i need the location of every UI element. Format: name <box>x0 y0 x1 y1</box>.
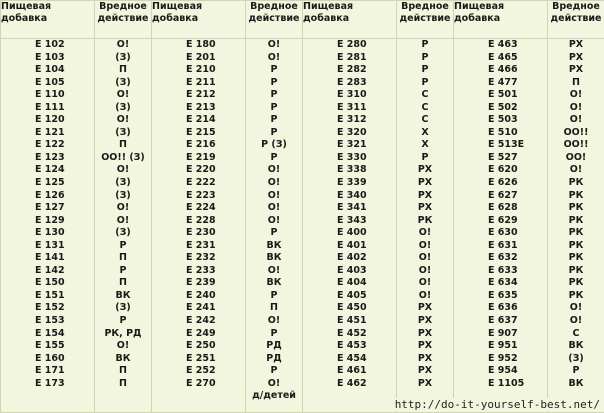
additive-code: E 401 <box>337 239 367 251</box>
additive-code: E 466 <box>488 64 518 76</box>
harm-effect: О! <box>267 377 281 389</box>
harm-effect: ВК <box>568 377 584 389</box>
additive-code: E 1105 <box>488 377 525 389</box>
additive-code: E 465 <box>488 51 518 63</box>
additive-code: E 338 <box>337 164 367 176</box>
additive-code: E 477 <box>488 76 518 88</box>
additive-code: E 954 <box>488 365 518 377</box>
additive-code: E 123 <box>35 151 65 163</box>
harm-effect: РК <box>568 214 584 226</box>
harm-effect: Р <box>119 315 127 327</box>
additive-code: E 213 <box>186 101 216 113</box>
additive-code: E 632 <box>488 252 518 264</box>
additive-code: E 527 <box>488 151 518 163</box>
harm-effect: (З) <box>115 177 131 189</box>
harm-effect: РД <box>266 352 282 364</box>
harm-effect: О! <box>418 289 432 301</box>
header-effect-4: Вредное действие <box>548 1 604 39</box>
additive-code: E 952 <box>488 352 518 364</box>
additive-code: E 155 <box>35 340 65 352</box>
harm-effect: РХ <box>417 202 433 214</box>
additive-code: E 129 <box>35 214 65 226</box>
header-effect-3: Вредное действие <box>397 1 454 39</box>
additive-code: E 453 <box>337 340 367 352</box>
additive-code: E 141 <box>35 252 65 264</box>
additive-code: E 102 <box>35 39 65 50</box>
harm-effect: (З) <box>115 76 131 88</box>
additive-code: E 452 <box>337 327 367 339</box>
additive-code: E 242 <box>186 315 216 327</box>
harm-effect: РХ <box>568 51 584 63</box>
additive-code: E 125 <box>35 177 65 189</box>
harm-effect: РК <box>568 264 584 276</box>
harm-effect: Р <box>270 227 278 239</box>
harm-effect: (З) <box>568 352 584 364</box>
effects-column-4 <box>548 39 604 413</box>
additive-code: E 462 <box>337 377 367 389</box>
harm-effect: О! <box>267 315 281 327</box>
harm-effect: О! <box>569 101 583 113</box>
harm-effect: Р <box>119 264 127 276</box>
additive-code: E 251 <box>186 352 216 364</box>
additive-code: E 130 <box>35 227 65 239</box>
additive-code: E 628 <box>488 202 518 214</box>
harm-effect: О! <box>569 315 583 327</box>
additive-code: E 951 <box>488 340 518 352</box>
harm-effect: С <box>421 114 429 126</box>
harm-effect: О! <box>116 39 130 50</box>
harm-effect: О! <box>267 39 281 50</box>
harm-effect: Р <box>421 64 429 76</box>
effects-column-3 <box>397 39 454 413</box>
harm-effect: О! <box>418 252 432 264</box>
additive-code: E 104 <box>35 64 65 76</box>
additive-code: E 330 <box>337 151 367 163</box>
harm-effect: Р <box>270 101 278 113</box>
harm-effect: Р <box>421 39 429 50</box>
additive-code: E 339 <box>337 177 367 189</box>
harm-effect: РХ <box>417 164 433 176</box>
effects-column-2 <box>246 39 303 413</box>
additive-code: E 321 <box>337 139 367 151</box>
additive-code: E 340 <box>337 189 367 201</box>
harm-effect: (З) <box>115 51 131 63</box>
effects-column-1 <box>95 39 152 413</box>
additive-code: E 103 <box>35 51 65 63</box>
additive-code: E 126 <box>35 189 65 201</box>
additive-code: E 124 <box>35 164 65 176</box>
harm-effect: Р <box>421 151 429 163</box>
codes-column-3 <box>303 39 397 413</box>
additive-code: E 312 <box>337 114 367 126</box>
harm-effect: П <box>119 64 127 76</box>
additive-code: E 219 <box>186 151 216 163</box>
harm-effect: Р <box>270 64 278 76</box>
additive-code: E 400 <box>337 227 367 239</box>
additive-code: E 510 <box>488 126 518 138</box>
additive-code: E 216 <box>186 139 216 151</box>
harm-effect: ВК <box>115 352 131 364</box>
harm-effect: П <box>119 277 127 289</box>
harm-effect: Р <box>270 151 278 163</box>
harm-effect: О! <box>418 264 432 276</box>
harm-effect: (З) <box>115 189 131 201</box>
additive-code: E 310 <box>337 89 367 101</box>
additive-code: E 405 <box>337 289 367 301</box>
harm-effect: РК <box>568 177 584 189</box>
harm-effect: РК <box>568 277 584 289</box>
harm-effect: ВК <box>266 252 282 264</box>
additive-code: E 151 <box>35 289 65 301</box>
header-code-1: Пищевая добавка <box>1 1 95 39</box>
harm-effect: РХ <box>568 64 584 76</box>
additive-code: E 222 <box>186 177 216 189</box>
harm-effect: О! <box>267 202 281 214</box>
additive-code: E 463 <box>488 39 518 50</box>
harm-effect: П <box>572 76 580 88</box>
harm-effect: О! <box>418 239 432 251</box>
additive-code: E 120 <box>35 114 65 126</box>
harm-effect: П <box>270 302 278 314</box>
harm-effect: О! <box>267 264 281 276</box>
harm-effect: О! <box>569 114 583 126</box>
additive-code: E 513E <box>488 139 525 151</box>
harm-effect: Р <box>270 114 278 126</box>
harm-effect: РХ <box>568 39 584 50</box>
additive-code: E 635 <box>488 289 518 301</box>
harm-effect: О! <box>569 164 583 176</box>
additive-code: E 142 <box>35 264 65 276</box>
additive-code: E 626 <box>488 177 518 189</box>
additive-code: E 252 <box>186 365 216 377</box>
additive-code: E 224 <box>186 202 216 214</box>
harm-effect: П <box>119 252 127 264</box>
additive-code: E 105 <box>35 76 65 88</box>
harm-effect: Р <box>270 365 278 377</box>
harm-effect: Р <box>270 289 278 301</box>
harm-effect: РХ <box>417 377 433 389</box>
harm-effect: РХ <box>417 189 433 201</box>
additive-code: E 215 <box>186 126 216 138</box>
additive-code: E 461 <box>337 365 367 377</box>
additive-code: E 280 <box>337 39 367 50</box>
additive-code: E 131 <box>35 239 65 251</box>
additive-code: E 239 <box>186 277 216 289</box>
harm-effect: ВК <box>115 289 131 301</box>
additive-code: E 152 <box>35 302 65 314</box>
harm-effect: Х <box>421 126 429 138</box>
harm-effect: ВК <box>266 239 282 251</box>
additive-code: E 110 <box>35 89 65 101</box>
additive-code: E 173 <box>35 377 65 389</box>
additive-code: E 171 <box>35 365 65 377</box>
harm-effect: РК <box>568 202 584 214</box>
harm-effect: О! <box>267 214 281 226</box>
harm-effect: (З) <box>115 227 131 239</box>
additive-code: E 620 <box>488 164 518 176</box>
harm-effect: О! <box>418 277 432 289</box>
additive-code: E 630 <box>488 227 518 239</box>
harm-effect: РХ <box>417 327 433 339</box>
harm-effect: Р <box>421 51 429 63</box>
additive-code: E 111 <box>35 101 65 113</box>
additive-code: E 150 <box>35 277 65 289</box>
additive-code: E 233 <box>186 264 216 276</box>
additive-code: E 240 <box>186 289 216 301</box>
additive-code: E 210 <box>186 64 216 76</box>
additive-code: E 631 <box>488 239 518 251</box>
harm-effect-note: д/детей <box>252 390 296 402</box>
harm-effect: С <box>421 89 429 101</box>
additive-code: E 627 <box>488 189 518 201</box>
harm-effect: П <box>119 377 127 389</box>
additive-code: E 501 <box>488 89 518 101</box>
harm-effect: Р <box>270 89 278 101</box>
additive-code: E 320 <box>337 126 367 138</box>
data-row <box>1 39 604 413</box>
additive-code: E 282 <box>337 64 367 76</box>
additive-code: E 121 <box>35 126 65 138</box>
harm-effect: ОО!! <box>563 139 589 151</box>
harm-effect: ОО!! <box>563 126 589 138</box>
harm-effect: О! <box>267 177 281 189</box>
harm-effect: О! <box>116 164 130 176</box>
additive-code: E 241 <box>186 302 216 314</box>
additive-code: E 450 <box>337 302 367 314</box>
harm-effect: РХ <box>417 340 433 352</box>
additive-code: E 451 <box>337 315 367 327</box>
additive-code: E 201 <box>186 51 216 63</box>
harm-effect: П <box>119 365 127 377</box>
additive-code: E 122 <box>35 139 65 151</box>
watermark-url: http://do-it-yourself-best.net/ <box>394 398 600 411</box>
harm-effect: РХ <box>417 177 433 189</box>
harm-effect: (З) <box>115 126 131 138</box>
harm-effect: Р <box>270 76 278 88</box>
additive-code: E 211 <box>186 76 216 88</box>
harm-effect: О! <box>116 340 130 352</box>
additive-code: E 341 <box>337 202 367 214</box>
additive-code: E 212 <box>186 89 216 101</box>
harm-effect: РК <box>568 227 584 239</box>
harm-effect: Р <box>270 327 278 339</box>
additive-code: E 629 <box>488 214 518 226</box>
additive-code: E 311 <box>337 101 367 113</box>
harm-effect: РК, РД <box>104 327 142 339</box>
header-row <box>1 1 604 39</box>
harm-effect: ОО! <box>565 151 587 163</box>
harm-effect: РХ <box>417 315 433 327</box>
harm-effect: О! <box>116 89 130 101</box>
header-code-2: Пищевая добавка <box>152 1 246 39</box>
header-code-4: Пищевая добавка <box>454 1 548 39</box>
additive-code: E 281 <box>337 51 367 63</box>
additive-code: E 127 <box>35 202 65 214</box>
harm-effect: РК <box>417 214 433 226</box>
additive-code: E 502 <box>488 101 518 113</box>
harm-effect: ВК <box>266 277 282 289</box>
harm-effect: О! <box>267 51 281 63</box>
additive-code: E 220 <box>186 164 216 176</box>
harm-effect: (З) <box>115 101 131 113</box>
harm-effect: РХ <box>417 302 433 314</box>
harm-effect: С <box>572 327 580 339</box>
harm-effect: Р (З) <box>261 139 287 151</box>
additive-code: E 283 <box>337 76 367 88</box>
harm-effect: (З) <box>115 302 131 314</box>
additive-code: E 214 <box>186 114 216 126</box>
harm-effect: Р <box>270 126 278 138</box>
additive-code: E 270 <box>186 377 216 389</box>
additive-code: E 343 <box>337 214 367 226</box>
additive-code: E 231 <box>186 239 216 251</box>
harm-effect: ОО!! (З) <box>101 151 145 163</box>
additive-code: E 503 <box>488 114 518 126</box>
harm-effect: Р <box>421 76 429 88</box>
additive-code: E 404 <box>337 277 367 289</box>
additive-code: E 454 <box>337 352 367 364</box>
additive-code: E 180 <box>186 39 216 50</box>
additive-code: E 634 <box>488 277 518 289</box>
additive-code: E 154 <box>35 327 65 339</box>
harm-effect: РК <box>568 289 584 301</box>
additive-code: E 402 <box>337 252 367 264</box>
harm-effect: РД <box>266 340 282 352</box>
additive-code: E 250 <box>186 340 216 352</box>
codes-column-1 <box>1 39 95 413</box>
additive-code: E 403 <box>337 264 367 276</box>
header-code-3: Пищевая добавка <box>303 1 397 39</box>
additive-code: E 633 <box>488 264 518 276</box>
harm-effect: Х <box>421 139 429 151</box>
additive-code: E 228 <box>186 214 216 226</box>
additive-code: E 637 <box>488 315 518 327</box>
harm-effect: П <box>119 139 127 151</box>
additive-code: E 223 <box>186 189 216 201</box>
harm-effect: РК <box>568 239 584 251</box>
harm-effect: РХ <box>417 352 433 364</box>
harm-effect: С <box>421 101 429 113</box>
harm-effect: ВК <box>568 340 584 352</box>
additive-code: E 636 <box>488 302 518 314</box>
additive-code: E 230 <box>186 227 216 239</box>
harm-effect: РХ <box>417 365 433 377</box>
harm-effect: Р <box>119 239 127 251</box>
additive-code: E 249 <box>186 327 216 339</box>
additive-code: E 160 <box>35 352 65 364</box>
harm-effect: О! <box>116 202 130 214</box>
harm-effect: О! <box>569 89 583 101</box>
harm-effect: О! <box>569 302 583 314</box>
header-effect-1: Вредное действие <box>95 1 152 39</box>
harm-effect: О! <box>116 214 130 226</box>
harm-effect: О! <box>267 189 281 201</box>
codes-column-2 <box>152 39 246 413</box>
additive-code: E 232 <box>186 252 216 264</box>
additive-code: E 907 <box>488 327 518 339</box>
codes-column-4 <box>454 39 548 413</box>
header-effect-2: Вредное действие <box>246 1 303 39</box>
harm-effect: Р <box>572 365 580 377</box>
harm-effect: О! <box>267 164 281 176</box>
harm-effect: О! <box>116 114 130 126</box>
harm-effect: О! <box>418 227 432 239</box>
additive-code: E 153 <box>35 315 65 327</box>
harm-effect: РК <box>568 189 584 201</box>
harm-effect: РК <box>568 252 584 264</box>
